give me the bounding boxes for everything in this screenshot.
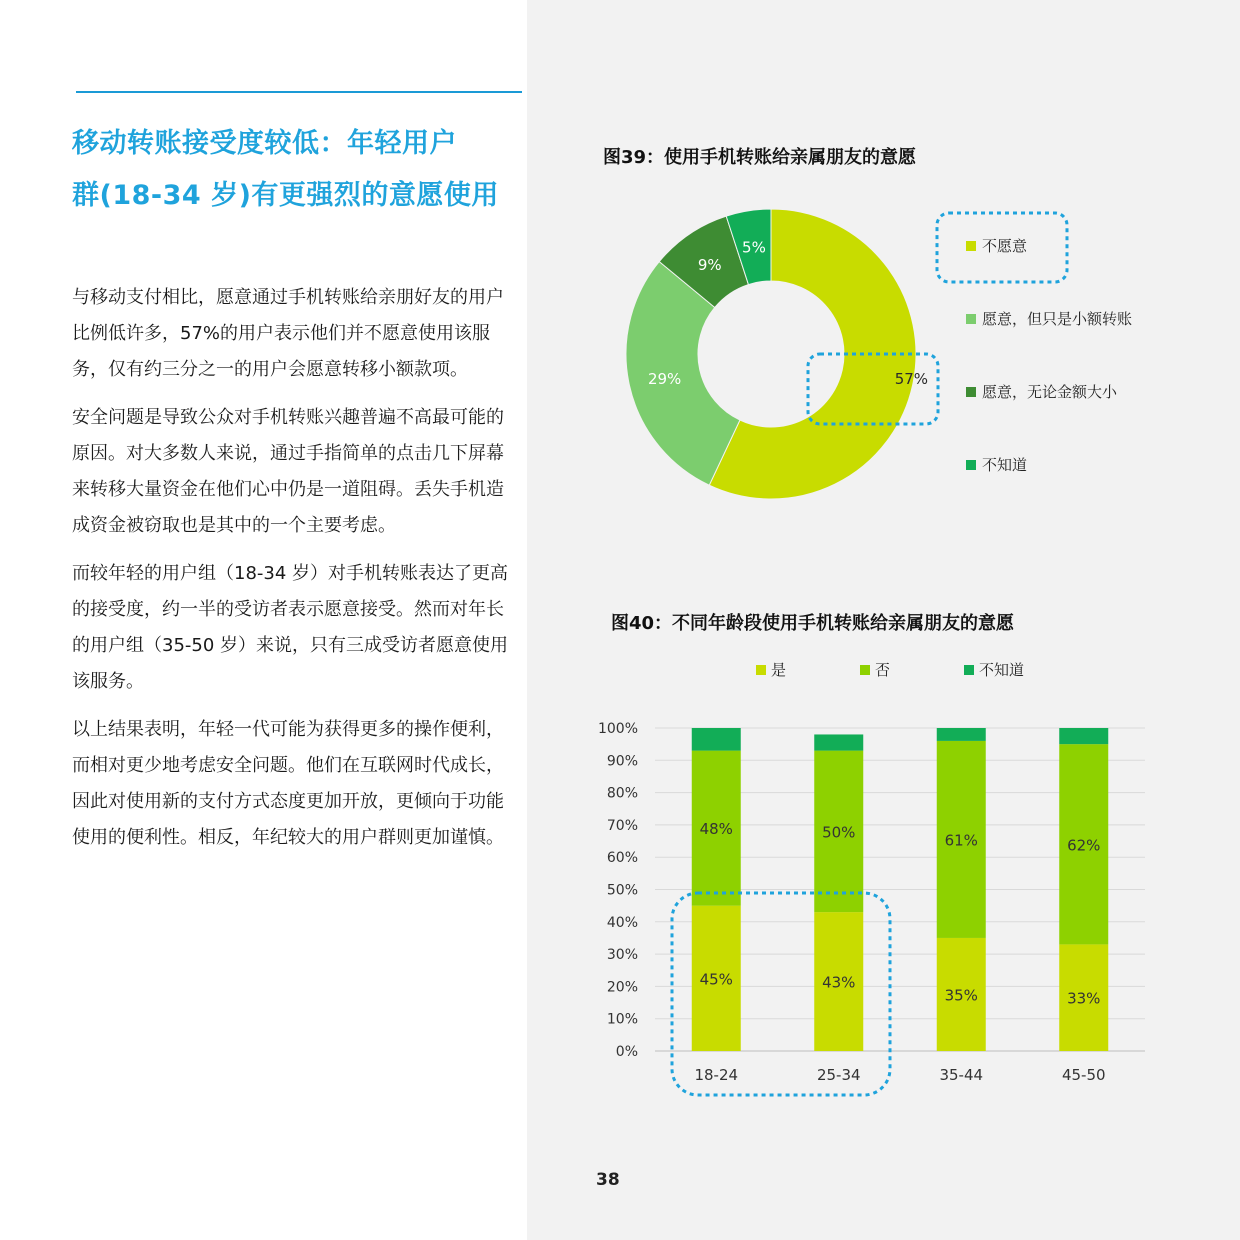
legend-swatch xyxy=(966,241,976,251)
y-tick-label: 80% xyxy=(606,785,638,802)
legend-swatch xyxy=(966,387,976,397)
page-heading xyxy=(72,118,522,222)
legend-swatch xyxy=(966,460,976,470)
y-tick-label: 70% xyxy=(606,817,638,834)
bar-value-label: 45% xyxy=(699,970,733,989)
bar-value-label: 43% xyxy=(822,973,856,992)
stacked-bar-chart xyxy=(560,650,1200,1110)
fig39-title: 图39：使用手机转账给亲属朋友的意愿 xyxy=(603,147,917,168)
y-tick-label: 60% xyxy=(606,850,638,867)
page-number: 38 xyxy=(596,1170,620,1190)
bar-value-label: 61% xyxy=(944,831,978,850)
legend-label: 愿意，无论金额大小 xyxy=(982,383,1118,401)
y-tick-label: 30% xyxy=(606,947,638,964)
donut-slice-label: 57% xyxy=(894,369,929,388)
legend-swatch xyxy=(756,665,766,675)
legend-label: 否 xyxy=(875,661,891,679)
y-tick-label: 40% xyxy=(606,914,638,931)
legend-swatch xyxy=(860,665,870,675)
x-tick-label: 45-50 xyxy=(1061,1066,1106,1084)
x-tick-label: 35-44 xyxy=(939,1066,984,1084)
bar-segment xyxy=(937,728,986,741)
donut-slice-label: 5% xyxy=(742,238,766,257)
heading-line-1: 移动转账接受度较低：年轻用户 xyxy=(72,128,457,159)
top-rule xyxy=(76,91,522,93)
paragraph: 与移动支付相比，愿意通过手机转账给亲朋好友的用户比例低许多，57%的用户表示他们并不愿意使用该服务，仅有约三分之一的用户会愿意转移小额款项。 xyxy=(72,287,504,380)
paragraph: 以上结果表明，年轻一代可能为获得更多的操作便利，而相对更少地考虑安全问题。他们在互联网时代成长，因此对使用新的支付方式态度更加开放，更倾向于功能使用的便利性。相反，年纪较大的用户群则更加谨慎。 xyxy=(72,719,504,848)
paragraph: 安全问题是导致公众对手机转账兴趣普遍不高最可能的原因。对大多数人来说，通过手指简单的点击几下屏幕来转移大量资金在他们心中仍是一道阻碍。丢失手机造成资金被窃取也是其中的一个主要考虑。 xyxy=(72,407,504,536)
bar-value-label: 62% xyxy=(1067,836,1101,855)
legend-label: 愿意，但只是小额转账 xyxy=(982,310,1133,328)
y-tick-label: 20% xyxy=(606,979,638,996)
bar-segment xyxy=(1059,728,1108,744)
paragraph: 而较年轻的用户组（18-34 岁）对手机转账表达了更高的接受度，约一半的受访者表示愿意接受。然而对年长的用户组（35-50 岁）来说，只有三成受访者愿意使用该服务。 xyxy=(72,563,509,692)
y-tick-label: 90% xyxy=(606,753,638,770)
fig40-title: 图40：不同年龄段使用手机转账给亲属朋友的意愿 xyxy=(611,613,1015,634)
x-tick-label: 25-34 xyxy=(816,1066,861,1084)
bar-value-label: 35% xyxy=(944,986,978,1005)
donut-chart xyxy=(600,190,1200,520)
bar-value-label: 50% xyxy=(822,823,856,842)
donut-slice-label: 9% xyxy=(697,255,722,274)
legend-label: 不知道 xyxy=(982,456,1028,474)
y-tick-label: 100% xyxy=(597,721,638,737)
bar-segment xyxy=(814,734,863,750)
bar-value-label: 33% xyxy=(1067,989,1101,1008)
donut-slice-label: 29% xyxy=(647,369,682,388)
bar-value-label: 48% xyxy=(699,820,733,839)
legend-swatch xyxy=(964,665,974,675)
legend-label: 是 xyxy=(771,661,787,679)
y-tick-label: 0% xyxy=(615,1044,638,1060)
y-tick-label: 50% xyxy=(606,882,638,899)
body-text xyxy=(72,280,512,868)
heading-line-2: 群(18-34 岁)有更强烈的意愿使用 xyxy=(72,180,499,211)
x-tick-label: 18-24 xyxy=(694,1066,739,1084)
legend-swatch xyxy=(966,314,976,324)
y-tick-label: 10% xyxy=(606,1011,638,1028)
legend-label: 不愿意 xyxy=(982,237,1028,255)
legend-label: 不知道 xyxy=(979,661,1025,679)
bar-segment xyxy=(692,728,741,751)
